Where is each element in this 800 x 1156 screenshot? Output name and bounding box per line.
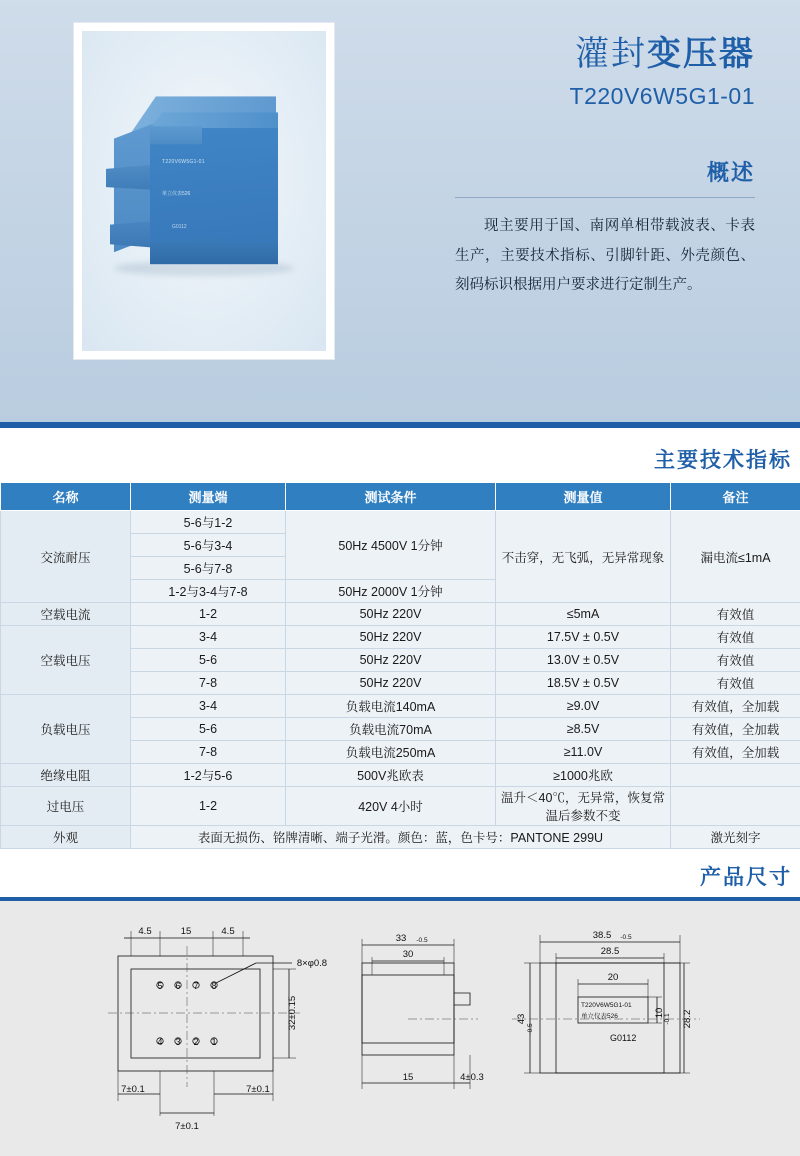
cell-value: ≤5mA (496, 603, 671, 626)
cell-value: 13.0V ± 0.5V (496, 649, 671, 672)
dim-front-43: 43 (516, 1014, 527, 1025)
transformer-print-owner: 单立仪表526 (162, 190, 190, 197)
overview-heading: 概述 (455, 156, 755, 187)
cell-condition: 负载电流250mA (286, 741, 496, 764)
cell-condition: 50Hz 4500V 1分钟 (286, 511, 496, 580)
dimension-section (0, 849, 800, 1156)
dim-side-4pm: 4±0.3 (460, 1072, 484, 1083)
dim-front-38p5-tol: -0.5 (620, 934, 632, 941)
cell-value: 不击穿，无飞弧，无异常现象 (496, 511, 671, 603)
cell-remark (671, 787, 800, 826)
cell-terminal: 3-4 (131, 626, 286, 649)
cell-condition: 负载电流70mA (286, 718, 496, 741)
cell-terminal: 5-6与1-2 (131, 511, 286, 534)
cell-name-no-load-current: 空载电流 (1, 603, 131, 626)
dim-top-15: 15 (181, 926, 192, 937)
dimension-drawings-svg (0, 901, 800, 1156)
cell-terminal: 7-8 (131, 741, 286, 764)
cell-value: ≥9.0V (496, 695, 671, 718)
cell-remark: 有效值 (671, 626, 800, 649)
pin-label-6: 6 (175, 981, 180, 991)
table-row (1, 787, 800, 826)
dim-top-7pm-right: 7±0.1 (246, 1084, 270, 1095)
pin-label-8: 8 (211, 981, 216, 991)
cell-remark: 有效值 (671, 672, 800, 695)
cell-remark: 有效值 (671, 603, 800, 626)
table-row (1, 695, 800, 718)
cell-condition: 50Hz 220V (286, 649, 496, 672)
transformer-illustration (104, 92, 304, 282)
cell-appearance-description: 表面无损伤、铭牌清晰、端子光滑。颜色：蓝，色卡号：PANTONE 299U (131, 826, 671, 849)
hero-text-block (455, 26, 755, 301)
product-model: T220V6W5G1-01 (455, 83, 755, 110)
dim-side-15: 15 (403, 1072, 414, 1083)
dim-top-4p5-right: 4.5 (221, 926, 234, 937)
cell-remark: 有效值，全加载 (671, 695, 800, 718)
cell-remark (671, 764, 800, 787)
column-header-name: 名称 (1, 483, 131, 511)
cell-condition: 500V兆欧表 (286, 764, 496, 787)
pin-label-2: 2 (193, 1037, 198, 1047)
cell-name-ac-withstand: 交流耐压 (1, 511, 131, 603)
table-row (1, 511, 800, 534)
page-title (455, 26, 755, 75)
cell-value: ≥11.0V (496, 741, 671, 764)
cell-condition: 50Hz 220V (286, 603, 496, 626)
cell-value: 17.5V ± 0.5V (496, 626, 671, 649)
cell-condition: 负载电流140mA (286, 695, 496, 718)
product-photo-background (82, 31, 326, 351)
dimension-drawing-area (0, 901, 800, 1156)
column-header-remark: 备注 (671, 483, 800, 511)
overview-divider (455, 197, 755, 198)
cell-terminal: 1-2与5-6 (131, 764, 286, 787)
transformer-notch (150, 126, 202, 144)
cell-terminal: 3-4 (131, 695, 286, 718)
dim-front-38p5: 38.5 (593, 930, 612, 941)
cell-terminal: 1-2 (131, 603, 286, 626)
table-row (1, 826, 800, 849)
dim-side-30: 30 (403, 949, 414, 960)
product-photo (73, 22, 335, 360)
cell-terminal: 7-8 (131, 672, 286, 695)
cell-remark: 激光刻字 (671, 826, 800, 849)
dim-front-43-tol: -0.5 (527, 1023, 534, 1035)
cell-terminal: 5-6与3-4 (131, 534, 286, 557)
nameplate-code: G0112 (610, 1033, 636, 1043)
cell-terminal: 5-6 (131, 649, 286, 672)
transformer-print-code: G0112 (172, 224, 187, 230)
cell-condition: 50Hz 220V (286, 672, 496, 695)
dim-front-20: 20 (608, 972, 619, 983)
dim-top-7pm-left: 7±0.1 (121, 1084, 145, 1095)
cell-value: ≥1000兆欧 (496, 764, 671, 787)
table-header-row (1, 483, 800, 511)
pin-label-4: 4 (157, 1037, 162, 1047)
cell-terminal: 1-2与3-4与7-8 (131, 580, 286, 603)
nameplate-model: T220V6W5G1-01 (581, 1002, 632, 1009)
dim-side-33: 33 (396, 933, 407, 944)
dim-front-28p2: 28.2 (682, 1010, 693, 1029)
cell-name-no-load-voltage: 空载电压 (1, 626, 131, 695)
dim-front-10: 10 (654, 1008, 665, 1019)
table-row (1, 626, 800, 649)
cell-value: 18.5V ± 0.5V (496, 672, 671, 695)
pin-label-7: 7 (193, 981, 198, 991)
cell-remark: 漏电流≤1mA (671, 511, 800, 603)
pin-label-5: 5 (157, 981, 162, 991)
spec-heading: 主要技术指标 (0, 428, 800, 482)
cell-value: 温升＜40℃，无异常，恢复常温后参数不变 (496, 787, 671, 826)
cell-name-overvoltage: 过电压 (1, 787, 131, 826)
table-row (1, 603, 800, 626)
column-header-value: 测量值 (496, 483, 671, 511)
cell-remark: 有效值 (671, 649, 800, 672)
spec-table (0, 482, 800, 849)
transformer-print-model: T220V6W5G1-01 (162, 158, 205, 167)
cell-terminal: 1-2 (131, 787, 286, 826)
transformer-base (150, 242, 278, 264)
cell-remark: 有效值，全加载 (671, 741, 800, 764)
dim-top-holes: 8×φ0.8 (297, 958, 327, 969)
spec-section (0, 428, 800, 849)
cell-condition: 420V 4小时 (286, 787, 496, 826)
column-header-condition: 测试条件 (286, 483, 496, 511)
dim-side-33-tol: -0.5 (416, 937, 428, 944)
dim-top-height: 32±0.15 (287, 996, 298, 1030)
dim-front-28p5: 28.5 (601, 946, 620, 957)
dim-top-7pm-center: 7±0.1 (175, 1121, 199, 1132)
table-row (1, 764, 800, 787)
cell-remark: 有效值，全加载 (671, 718, 800, 741)
cell-terminal: 5-6与7-8 (131, 557, 286, 580)
cell-condition: 50Hz 220V (286, 626, 496, 649)
page-title-prefix: 灌封 (575, 35, 647, 73)
cell-terminal: 5-6 (131, 718, 286, 741)
dim-top-4p5-left: 4.5 (138, 926, 151, 937)
pin-label-3: 3 (175, 1037, 180, 1047)
page-title-main: 变压器 (647, 35, 755, 73)
overview-text: 现主要用于国、南网单相带载波表、卡表生产，主要技术指标、引脚针距、外壳颜色、刻码标识根据用户要求进行定制生产。 (455, 212, 755, 301)
hero-section (0, 0, 800, 428)
column-header-terminal: 测量端 (131, 483, 286, 511)
pin-label-1: 1 (211, 1037, 216, 1047)
cell-condition: 50Hz 2000V 1分钟 (286, 580, 496, 603)
dimension-heading: 产品尺寸 (0, 849, 800, 897)
cell-name-appearance: 外观 (1, 826, 131, 849)
cell-name-load-voltage: 负载电压 (1, 695, 131, 764)
cell-name-insulation-resistance: 绝缘电阻 (1, 764, 131, 787)
dim-front-10-tol: -0.1 (664, 1013, 671, 1025)
cell-value: ≥8.5V (496, 718, 671, 741)
nameplate-owner: 单立仪表526 (581, 1011, 618, 1020)
